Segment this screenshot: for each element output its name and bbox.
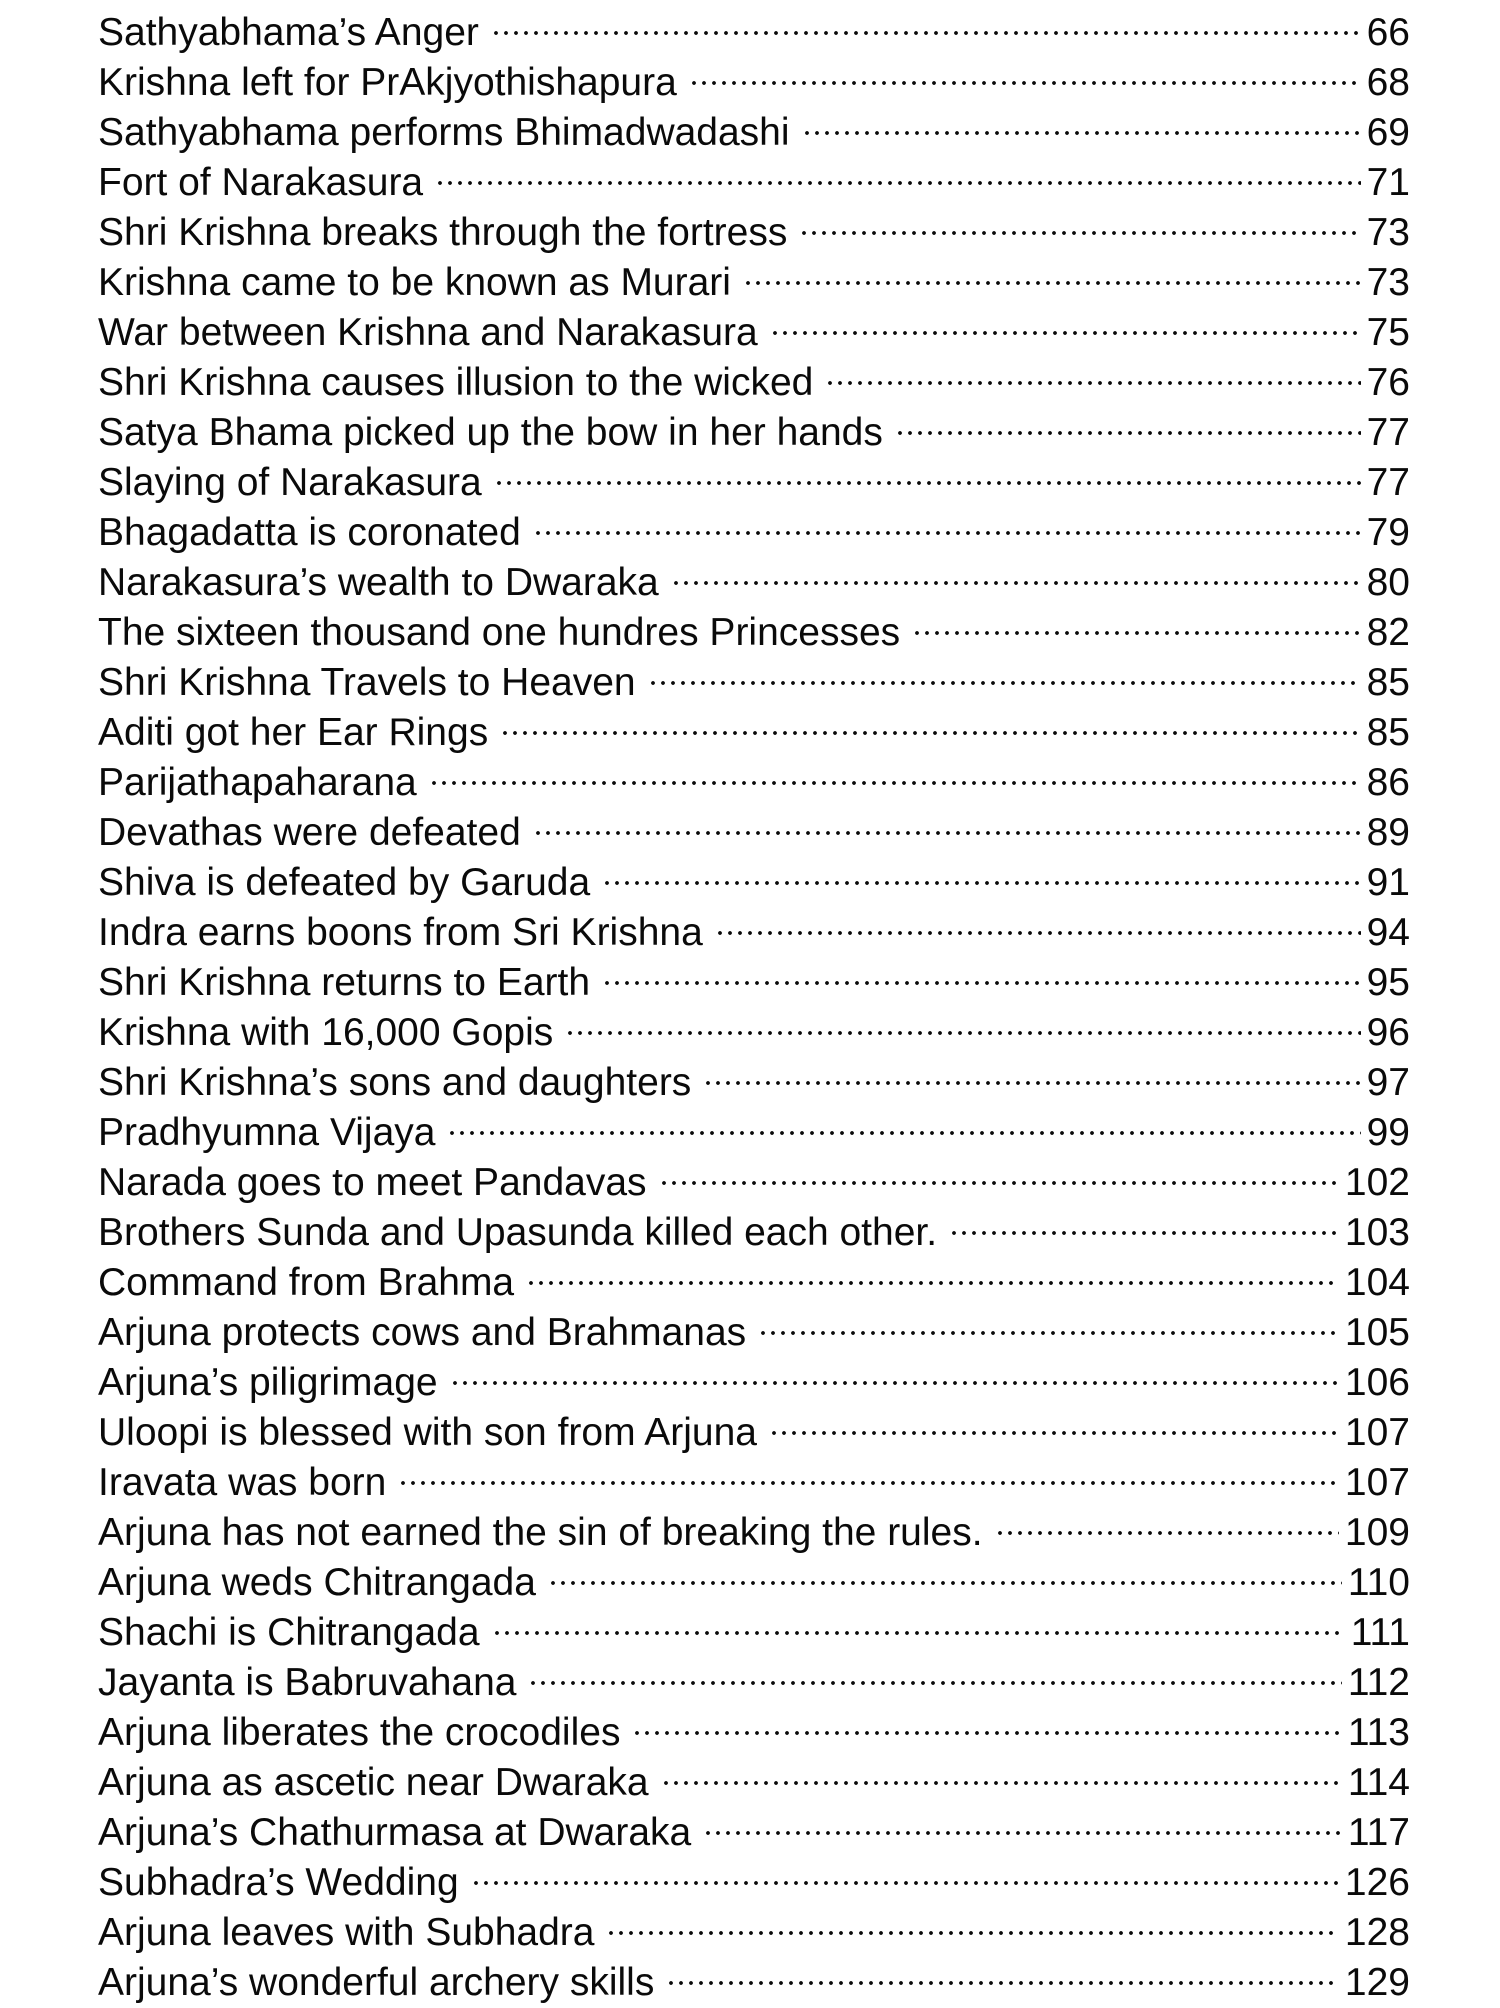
dot-leader [689,77,1361,89]
toc-entry-title: Arjuna leaves with Subhadra [98,1911,595,1954]
toc-entry-page-number: 105 [1344,1311,1410,1354]
dot-leader [769,1427,1339,1439]
toc-entry-title: Arjuna has not earned the sin of breaking the rules. [98,1511,983,1554]
toc-entry [98,208,1410,258]
toc-entry-title: Sathyabhama’s Anger [98,11,479,54]
toc-entry-title: Krishna left for PrAkjyothishapura [98,61,677,104]
dot-leader [703,1077,1360,1089]
toc-entry-page-number: 73 [1366,211,1410,254]
toc-entry [98,1308,1410,1358]
dot-leader [802,127,1361,139]
toc-entry [98,1108,1410,1158]
dot-leader [500,727,1360,739]
toc-entry-title: Indra earns boons from Sri Krishna [98,911,703,954]
dot-leader [526,1277,1339,1289]
toc-entry-page-number: 75 [1366,311,1410,354]
toc-entry-title: Shri Krishna causes illusion to the wicked [98,361,814,404]
toc-entry [98,1058,1410,1108]
dot-leader [659,1177,1339,1189]
dot-leader [995,1527,1339,1539]
toc-entry [98,308,1410,358]
toc-entry-title: Iravata was born [98,1461,387,1504]
dot-leader [912,627,1360,639]
dot-leader [602,877,1360,889]
toc-entry [98,408,1410,458]
toc-entry-title: Satya Bhama picked up the bow in her hands [98,411,883,454]
toc-entry [98,158,1410,208]
toc-entry-page-number: 94 [1366,911,1410,954]
toc-entry-page-number: 71 [1366,161,1410,204]
toc-entry-title: Shri Krishna Travels to Heaven [98,661,636,704]
toc-entry-page-number: 69 [1366,111,1410,154]
toc-entry-page-number: 111 [1350,1611,1410,1654]
toc-entry-title: Brothers Sunda and Upasunda killed each other. [98,1211,938,1254]
dot-leader [447,1127,1360,1139]
toc-entry-page-number: 86 [1366,761,1410,804]
dot-leader [648,677,1361,689]
toc-entry-page-number: 107 [1344,1461,1410,1504]
toc-entry-title: Krishna came to be known as Murari [98,261,731,304]
toc-entry-page-number: 77 [1366,461,1410,504]
dot-leader [533,827,1361,839]
toc-entry [98,1358,1410,1408]
table-of-contents [98,8,1410,2008]
toc-entry-title: Arjuna’s wonderful archery skills [98,1961,655,2004]
dot-leader [703,1827,1342,1839]
toc-entry [98,608,1410,658]
toc-entry [98,858,1410,908]
toc-entry [98,1708,1410,1758]
toc-entry-page-number: 79 [1366,511,1410,554]
toc-entry-title: Sathyabhama performs Bhimadwadashi [98,111,790,154]
toc-entry-title: Subhadra’s Wedding [98,1861,459,1904]
toc-entry-title: Krishna with 16,000 Gopis [98,1011,554,1054]
toc-entry [98,1958,1410,2008]
toc-entry-title: Arjuna liberates the crocodiles [98,1711,621,1754]
toc-entry-title: Shri Krishna breaks through the fortress [98,211,788,254]
toc-entry [98,1558,1410,1608]
toc-entry-page-number: 110 [1347,1561,1410,1604]
toc-entry-page-number: 126 [1344,1861,1410,1904]
dot-leader [606,1927,1338,1939]
toc-entry [98,958,1410,1008]
dot-leader [799,227,1360,239]
dot-leader [671,577,1361,589]
toc-entry-title: Devathas were defeated [98,811,521,854]
toc-entry-page-number: 109 [1344,1511,1410,1554]
toc-entry-page-number: 99 [1366,1111,1410,1154]
toc-entry [98,358,1410,408]
dot-leader [666,1977,1339,1989]
toc-entry [98,658,1410,708]
toc-entry-page-number: 96 [1366,1011,1410,1054]
toc-entry-page-number: 117 [1347,1811,1410,1854]
toc-entry [98,1158,1410,1208]
toc-entry [98,1758,1410,1808]
toc-entry-page-number: 89 [1366,811,1410,854]
toc-entry-page-number: 85 [1366,661,1410,704]
toc-entry-title: Jayanta is Babruvahana [98,1661,517,1704]
toc-entry [98,758,1410,808]
toc-entry-title: Slaying of Narakasura [98,461,482,504]
dot-leader [398,1477,1339,1489]
dot-leader [715,927,1361,939]
toc-entry-title: Arjuna protects cows and Brahmanas [98,1311,747,1354]
dot-leader [471,1877,1339,1889]
toc-entry-page-number: 106 [1344,1361,1410,1404]
toc-entry-page-number: 112 [1347,1661,1410,1704]
toc-entry-page-number: 77 [1366,411,1410,454]
toc-entry-page-number: 102 [1344,1161,1410,1204]
dot-leader [492,1627,1345,1639]
dot-leader [435,177,1360,189]
dot-leader [661,1777,1342,1789]
toc-entry [98,1408,1410,1458]
toc-entry-title: Arjuna as ascetic near Dwaraka [98,1761,649,1804]
toc-entry-page-number: 80 [1366,561,1410,604]
toc-entry-title: Uloopi is blessed with son from Arjuna [98,1411,757,1454]
toc-entry-title: Shiva is defeated by Garuda [98,861,591,904]
toc-entry [98,1508,1410,1558]
toc-entry [98,1258,1410,1308]
toc-entry-title: Narada goes to meet Pandavas [98,1161,647,1204]
toc-entry [98,8,1410,58]
toc-entry-title: The sixteen thousand one hundres Princesses [98,611,901,654]
toc-entry-title: Arjuna’s piligrimage [98,1361,438,1404]
dot-leader [528,1677,1341,1689]
dot-leader [429,777,1361,789]
toc-entry [98,458,1410,508]
toc-entry-title: Command from Brahma [98,1261,515,1304]
toc-entry-page-number: 91 [1366,861,1410,904]
toc-entry-title: Fort of Narakasura [98,161,424,204]
toc-entry [98,558,1410,608]
toc-entry-page-number: 82 [1366,611,1410,654]
toc-entry-page-number: 107 [1344,1411,1410,1454]
toc-entry-page-number: 76 [1366,361,1410,404]
toc-entry-page-number: 85 [1366,711,1410,754]
toc-entry-title: Aditi got her Ear Rings [98,711,489,754]
toc-entry-page-number: 73 [1366,261,1410,304]
toc-entry-page-number: 128 [1344,1911,1410,1954]
dot-leader [632,1727,1341,1739]
toc-entry [98,1008,1410,1058]
toc-entry-title: Shachi is Chitrangada [98,1611,480,1654]
toc-entry-page-number: 66 [1366,11,1410,54]
toc-entry-title: Bhagadatta is coronated [98,511,521,554]
toc-entry-title: Shri Krishna’s sons and daughters [98,1061,692,1104]
toc-entry [98,808,1410,858]
toc-entry [98,1808,1410,1858]
toc-entry-page-number: 129 [1344,1961,1410,2004]
toc-entry [98,908,1410,958]
toc-entry [98,1908,1410,1958]
toc-entry-page-number: 103 [1344,1211,1410,1254]
dot-leader [548,1577,1342,1589]
toc-entry [98,1458,1410,1508]
dot-leader [491,27,1361,39]
toc-entry [98,1608,1410,1658]
toc-entry [98,708,1410,758]
toc-entry-title: War between Krishna and Narakasura [98,311,758,354]
toc-entry [98,258,1410,308]
toc-entry-page-number: 97 [1366,1061,1410,1104]
toc-entry-title: Narakasura’s wealth to Dwaraka [98,561,659,604]
toc-entry-page-number: 95 [1366,961,1410,1004]
dot-leader [565,1027,1360,1039]
dot-leader [758,1327,1339,1339]
toc-entry [98,508,1410,558]
toc-entry [98,1658,1410,1708]
dot-leader [602,977,1361,989]
dot-leader [743,277,1361,289]
dot-leader [450,1377,1339,1389]
toc-entry-page-number: 104 [1344,1261,1410,1304]
toc-entry-page-number: 114 [1347,1761,1410,1804]
dot-leader [770,327,1361,339]
dot-leader [494,477,1361,489]
toc-entry-title: Parijathapaharana [98,761,417,804]
dot-leader [825,377,1360,389]
toc-entry [98,1858,1410,1908]
toc-entry-title: Shri Krishna returns to Earth [98,961,591,1004]
toc-entry-title: Arjuna weds Chitrangada [98,1561,536,1604]
toc-entry-page-number: 113 [1347,1711,1410,1754]
toc-entry [98,1208,1410,1258]
dot-leader [533,527,1361,539]
toc-entry-title: Arjuna’s Chathurmasa at Dwaraka [98,1811,692,1854]
toc-entry-page-number: 68 [1366,61,1410,104]
toc-entry [98,58,1410,108]
dot-leader [949,1227,1339,1239]
dot-leader [895,427,1361,439]
toc-entry [98,108,1410,158]
toc-entry-title: Pradhyumna Vijaya [98,1111,436,1154]
